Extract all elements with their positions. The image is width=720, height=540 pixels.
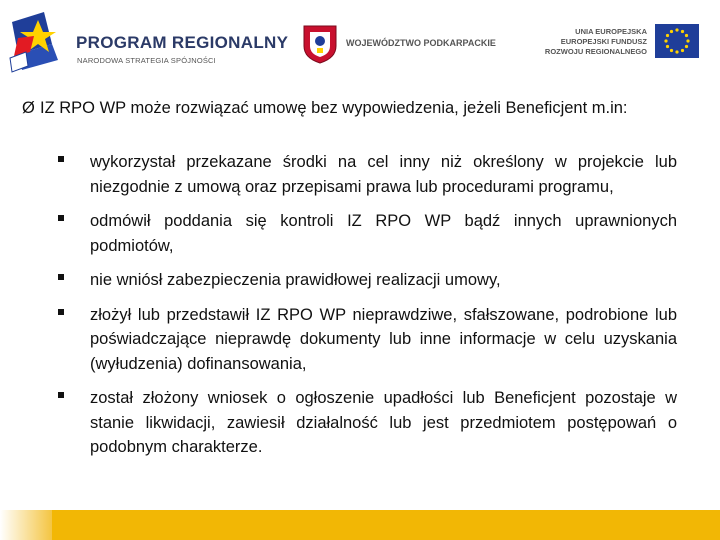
list-item [0, 150, 720, 199]
list-item [0, 268, 720, 293]
voivodeship-name: WOJEWÓDZTWO PODKARPACKIE [346, 38, 496, 48]
square-bullet-icon [58, 309, 64, 315]
eu-flag-icon [655, 24, 699, 58]
eu-line: EUROPEJSKI FUNDUSZ [560, 37, 647, 46]
square-bullet-icon [58, 156, 64, 162]
voivodeship-logo [302, 24, 532, 64]
header [0, 0, 720, 88]
list-item [0, 209, 720, 258]
list-item-text: nie wniósł zabezpieczenia prawidłowej realizacji umowy, [90, 271, 501, 289]
footer-bar-fill [52, 510, 720, 540]
program-title: PROGRAM REGIONALNY [76, 33, 289, 52]
list-item-text: odmówił poddania się kontroli IZ RPO WP bądź innych uprawnionych podmiotów, [90, 212, 677, 255]
conditions-list [0, 150, 720, 460]
intro-text: IZ RPO WP może rozwiązać umowę bez wypowiedzenia, jeżeli Beneficjent m.in: [40, 99, 628, 117]
arrow-bullet-icon: Ø [22, 99, 35, 117]
list-item-text: złożył lub przedstawił IZ RPO WP nieprawdziwe, sfałszowane, podrobione lub poświadczające nieprawdę dokumenty lub inne informacje w celu uzyskania (wyłudzenia) dofinansowania, [90, 305, 677, 373]
eu-line: ROZWOJU REGIONALNEGO [544, 47, 647, 56]
eu-line: UNIA EUROPEJSKA [575, 27, 647, 36]
eu-fund-text [545, 27, 647, 57]
intro-paragraph [22, 96, 682, 120]
coat-of-arms-icon [302, 24, 338, 64]
square-bullet-icon [58, 215, 64, 221]
program-regionalny-logo [8, 8, 298, 74]
program-subtitle: NARODOWA STRATEGIA SPÓJNOŚCI [77, 56, 216, 65]
footer-bar [0, 510, 720, 540]
footer-bar-fade [0, 510, 52, 540]
star-flag-icon [8, 8, 68, 74]
eu-logo [540, 24, 715, 66]
square-bullet-icon [58, 274, 64, 280]
list-item [0, 303, 720, 377]
list-item-text: wykorzystał przekazane środki na cel inny niż określony w projekcie lub niezgodnie z umową oraz przepisami prawa lub procedurami programu, [90, 153, 677, 196]
list-item-text: został złożony wniosek o ogłoszenie upadłości lub Beneficjent pozostaje w stanie likwidacji, zawiesił działalność lub jest przedmiotem postępowań o podobnym charakterze. [90, 389, 677, 456]
list-item [0, 386, 720, 460]
square-bullet-icon [58, 392, 64, 398]
